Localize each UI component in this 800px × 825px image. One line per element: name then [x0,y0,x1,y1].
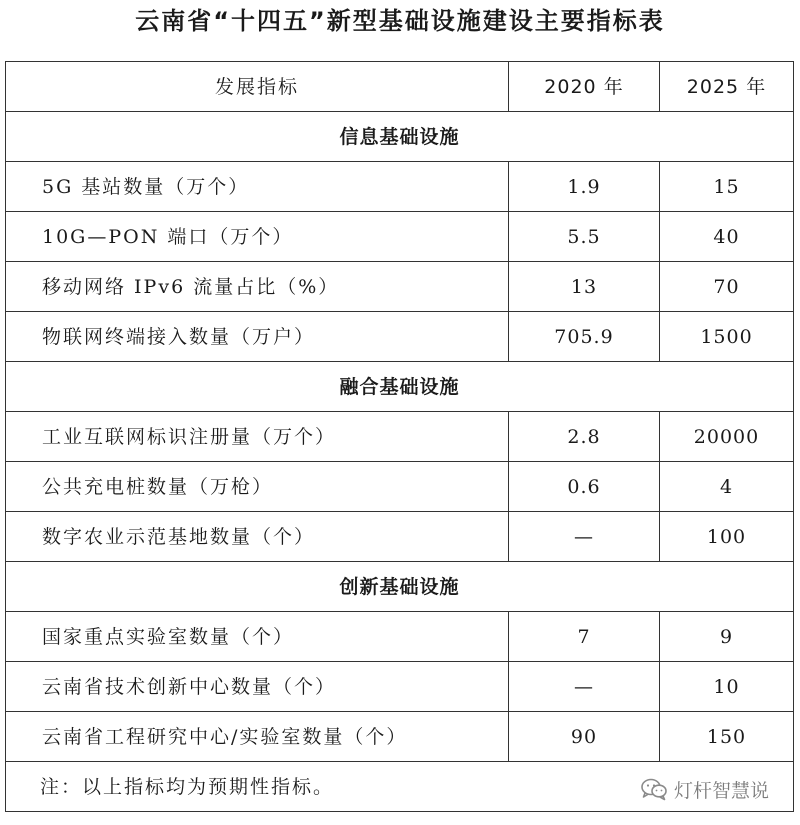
indicator-cell: 云南省技术创新中心数量（个） [6,662,509,712]
indicator-cell: 公共充电桩数量（万枪） [6,462,509,512]
value-2025-cell: 20000 [660,412,794,462]
value-2025-cell: 10 [660,662,794,712]
table-row [6,212,794,262]
page-title: 云南省“十四五”新型基础设施建设主要指标表 [135,7,665,35]
indicator-cell: 数字农业示范基地数量（个） [6,512,509,562]
value-2025-cell: 9 [660,612,794,662]
header-2025: 2025 年 [660,62,794,112]
table-row [6,712,794,762]
indicator-cell: 物联网终端接入数量（万户） [6,312,509,362]
value-2020-cell: 2.8 [509,412,660,462]
table-row [6,412,794,462]
value-2020-cell: — [509,512,660,562]
indicator-cell: 云南省工程研究中心/实验室数量（个） [6,712,509,762]
value-2020-cell: — [509,662,660,712]
value-2020-cell: 7 [509,612,660,662]
value-2025-cell: 100 [660,512,794,562]
watermark-text: 灯杆智慧说 [674,779,770,802]
header-2020: 2020 年 [509,62,660,112]
value-2025-cell: 70 [660,262,794,312]
table-row [6,262,794,312]
table-row [6,162,794,212]
value-2020-cell: 13 [509,262,660,312]
section-row [6,562,794,612]
section-title: 信息基础设施 [6,112,794,162]
value-2020-cell: 705.9 [509,312,660,362]
value-2025-cell: 40 [660,212,794,262]
section-title: 融合基础设施 [6,362,794,412]
value-2020-cell: 0.6 [509,462,660,512]
indicator-cell: 5G 基站数量（万个） [6,162,509,212]
section-row [6,112,794,162]
indicator-cell: 10G—PON 端口（万个） [6,212,509,262]
value-2025-cell: 1500 [660,312,794,362]
indicator-cell: 工业互联网标识注册量（万个） [6,412,509,462]
header-indicator: 发展指标 [6,62,509,112]
table-row [6,612,794,662]
value-2020-cell: 90 [509,712,660,762]
table-row [6,512,794,562]
wechat-icon [640,777,668,801]
value-2025-cell: 15 [660,162,794,212]
indicator-cell: 移动网络 IPv6 流量占比（%） [6,262,509,312]
value-2025-cell: 150 [660,712,794,762]
value-2025-cell: 4 [660,462,794,512]
section-row [6,362,794,412]
table-note: 注：以上指标均为预期性指标。 [6,762,794,812]
indicator-table [5,61,794,812]
table-header-row [6,62,794,112]
indicator-cell: 国家重点实验室数量（个） [6,612,509,662]
table-row [6,462,794,512]
table-row [6,662,794,712]
value-2020-cell: 1.9 [509,162,660,212]
value-2020-cell: 5.5 [509,212,660,262]
watermark [640,776,769,802]
section-title: 创新基础设施 [6,562,794,612]
table-row [6,312,794,362]
